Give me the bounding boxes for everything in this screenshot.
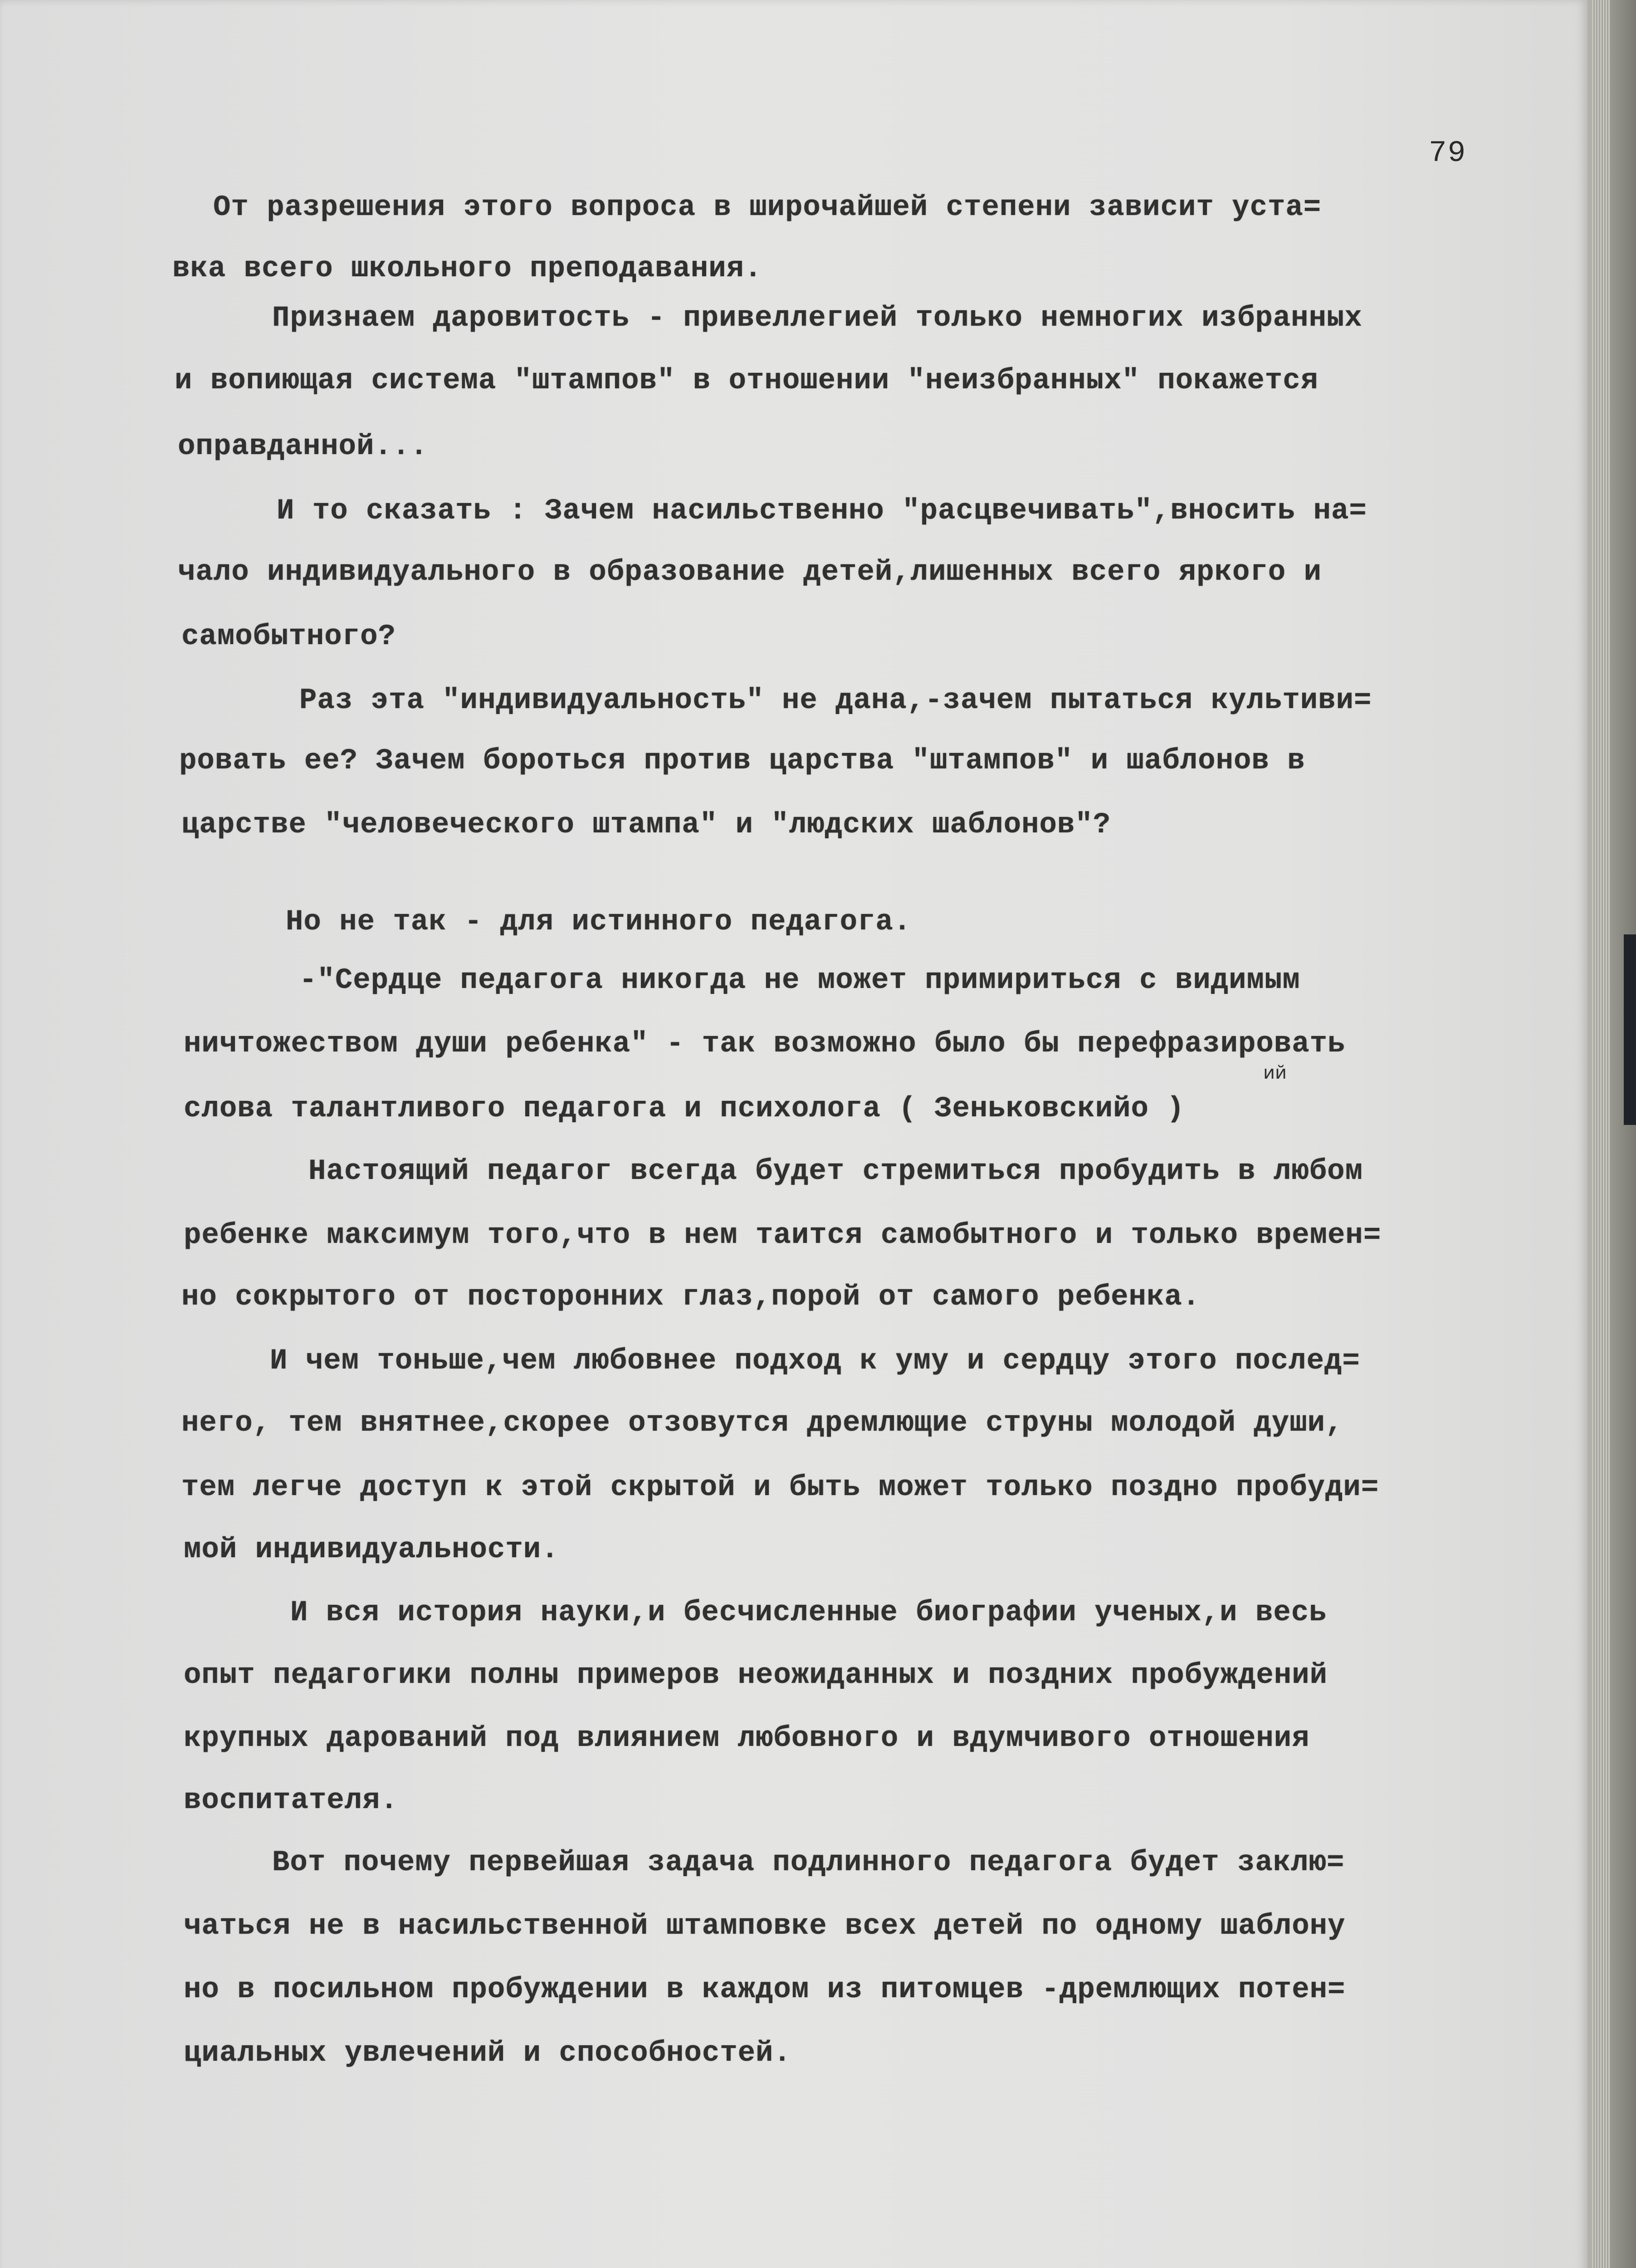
page-stack-edge	[1587, 0, 1636, 2268]
text-line: От разрешения этого вопроса в широчайшей степени зависит уста=	[213, 191, 1322, 224]
text-line: но сокрытого от посторонних глаз,порой от самого ребенка.	[181, 1281, 1201, 1314]
text-line: но в посильном пробуждении в каждом из питомцев -дремлющих потен=	[184, 1974, 1346, 2006]
text-line: И то сказать : Зачем насильственно "расцвечивать",вносить на=	[277, 495, 1367, 528]
text-line: тем легче доступ к этой скрытой и быть может только поздно пробуди=	[181, 1471, 1379, 1504]
text-line: И чем тоньше,чем любовнее подход к уму и сердцу этого послед=	[270, 1345, 1360, 1378]
handwritten-insert: ий	[1263, 1062, 1287, 1083]
text-line: воспитателя.	[184, 1784, 398, 1817]
text-line: Признаем даровитость - привеллегией только немногих избранных	[272, 302, 1363, 335]
text-line: ничтожеством души ребенка" - так возможно было бы перефразировать	[184, 1028, 1346, 1061]
text-line: него, тем внятнее,скорее отзовутся дремлющие струны молодой души,	[181, 1407, 1343, 1440]
text-line: и вопиющая система "штампов" в отношении "неизбранных" покажется	[175, 365, 1319, 397]
text-line: царстве "человеческого штампа" и "людских шаблонов"?	[181, 809, 1111, 841]
text-line: вка всего школьного преподавания.	[172, 253, 762, 285]
binder-clip	[1624, 934, 1636, 1125]
text-line: опыт педагогики полны примеров неожиданных и поздних пробуждений	[184, 1659, 1328, 1692]
text-line: чаться не в насильственной штамповке всех детей по одному шаблону	[184, 1910, 1346, 1943]
text-line: И вся история науки,и бесчисленные биографии ученых,и весь	[290, 1597, 1327, 1629]
text-line: оправданной...	[178, 430, 428, 463]
text-line: слова талантливого педагога и психолога ( Зеньковскийо )	[184, 1093, 1185, 1125]
paper-stack	[1592, 0, 1610, 2268]
text-line: мой индивидуальности.	[184, 1534, 559, 1566]
text-line: чало индивидуального в образование детей,лишенных всего яркого и	[178, 556, 1322, 589]
text-line: ребенке максимум того,что в нем таится самобытного и только времен=	[184, 1219, 1382, 1252]
text-line: Раз эта "индивидуальность" не дана,-зачем пытаться культиви=	[299, 684, 1372, 717]
page-number: 79	[1429, 136, 1467, 170]
text-line: самобытного?	[181, 621, 396, 653]
text-line: крупных дарований под влиянием любовного и вдумчивого отношения	[184, 1722, 1310, 1755]
text-line: ровать ее? Зачем бороться против царства "штампов" и шаблонов в	[179, 745, 1305, 777]
text-line: Настоящий педагог всегда будет стремиться пробудить в любом	[308, 1155, 1363, 1188]
text-line: -"Сердце педагога никогда не может примириться с видимым	[299, 964, 1300, 997]
text-line: Но не так - для истинного педагога.	[286, 906, 912, 938]
text-line: циальных увлечений и способностей.	[184, 2037, 791, 2070]
text-line: Вот почему первейшая задача подлинного педагога будет заклю=	[272, 1847, 1345, 1879]
